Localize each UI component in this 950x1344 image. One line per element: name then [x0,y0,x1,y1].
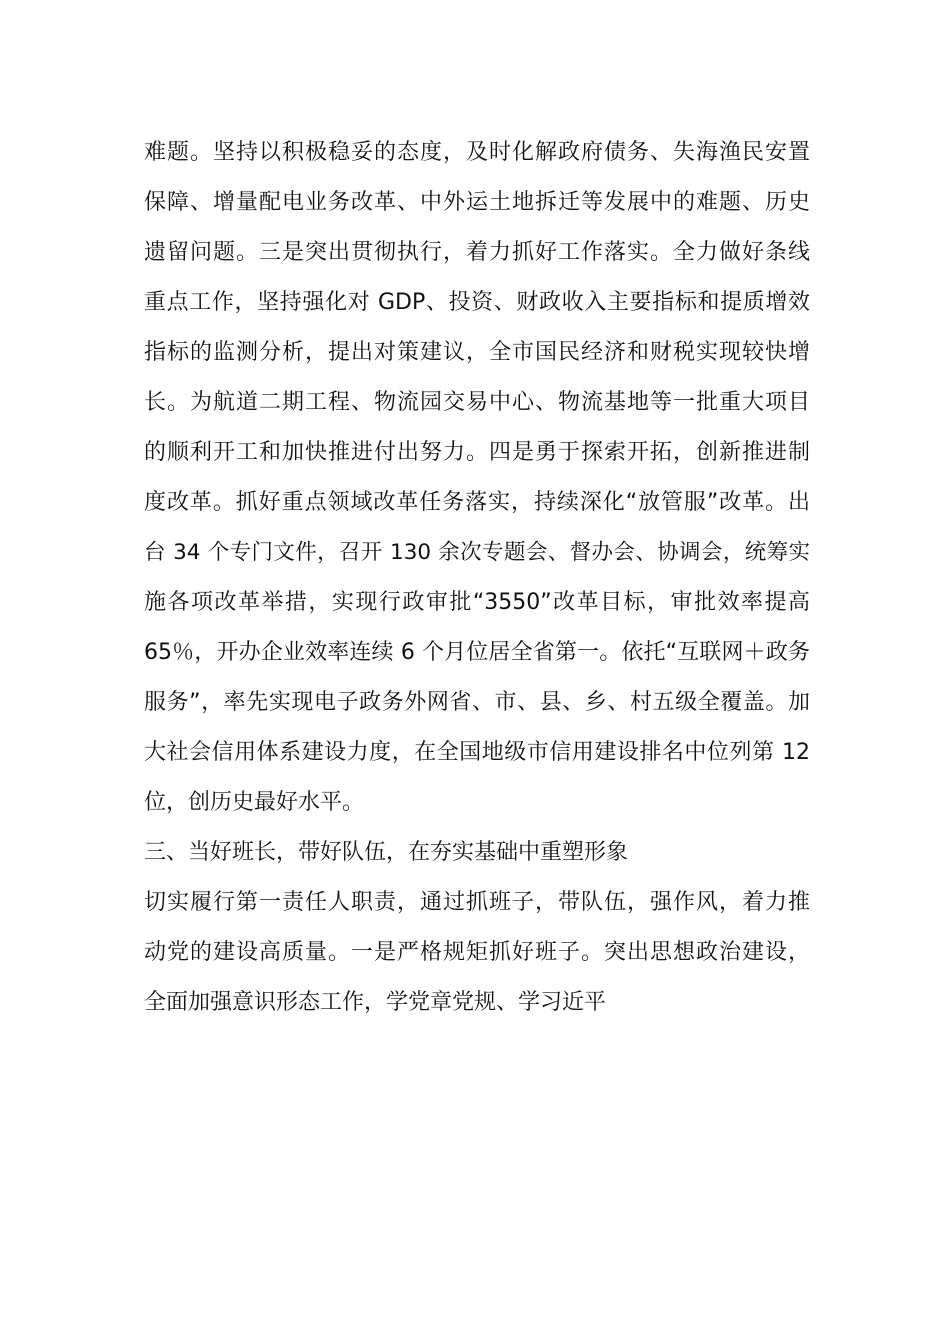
paragraph-line: 难题。坚持以积极稳妥的态度，及时化解政府债务、失海渔民安置 [144,140,810,165]
paragraph-line: 服务”，率先实现电子政务外网省、市、县、乡、村五级全覆盖。加 [144,690,810,715]
paragraph-line: 大社会信用体系建设力度，在全国地级市信用建设排名中位列第 12 [144,740,810,765]
paragraph-line: 度改革。抓好重点领域改革任务落实，持续深化“放管服”改革。出 [144,490,810,515]
paragraph-line: 长。为航道二期工程、物流园交易中心、物流基地等一批重大项目 [144,390,810,415]
paragraph-line: 65％，开办企业效率连续 6 个月位居全省第一。依托“互联网＋政务 [144,640,810,665]
document-body [144,128,810,1028]
paragraph-line: 指标的监测分析，提出对策建议，全市国民经济和财税实现较快增 [144,340,810,365]
section-heading: 三、当好班长，带好队伍，在夯实基础中重塑形象 [144,840,629,865]
paragraph-line: 动党的建设高质量。一是严格规矩抓好班子。突出思想政治建设， [144,940,810,965]
paragraph-line: 保障、增量配电业务改革、中外运土地拆迁等发展中的难题、历史 [144,190,810,215]
paragraph-line: 切实履行第一责任人职责，通过抓班子，带队伍，强作风，着力推 [144,890,810,915]
paragraph-line: 位，创历史最好水平。 [144,790,365,815]
paragraph-line: 台 34 个专门文件，召开 130 余次专题会、督办会、协调会，统筹实 [144,540,810,565]
paragraph-line: 的顺利开工和加快推进付出努力。四是勇于探索开拓，创新推进制 [144,440,810,465]
paragraph-line: 遗留问题。三是突出贯彻执行，着力抓好工作落实。全力做好条线 [144,240,810,265]
paragraph-line: 施各项改革举措，实现行政审批“3550”改革目标，审批效率提高 [144,590,810,615]
paragraph-line: 重点工作，坚持强化对 GDP、投资、财政收入主要指标和提质增效 [144,290,810,315]
paragraph-line: 全面加强意识形态工作，学党章党规、学习近平 [144,990,607,1015]
